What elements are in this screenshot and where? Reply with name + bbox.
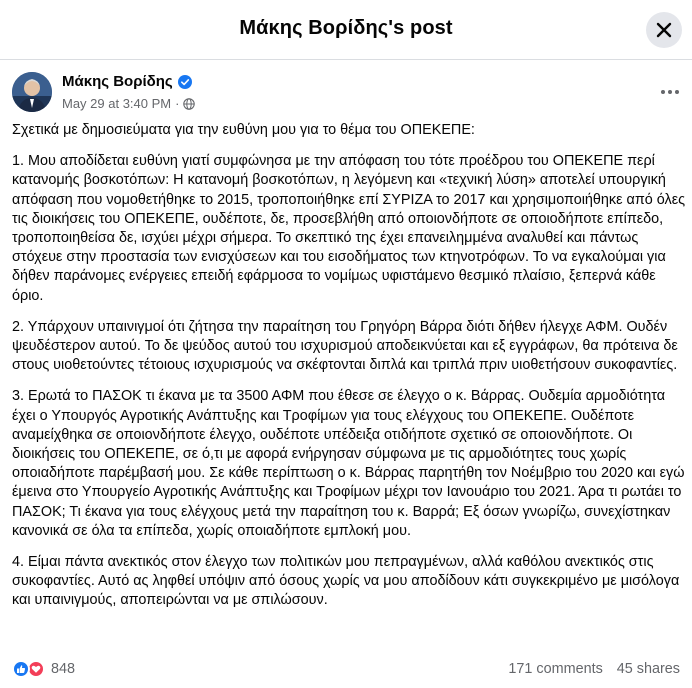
reactions-summary[interactable] bbox=[12, 660, 75, 678]
post-timestamp[interactable]: May 29 at 3:40 PM bbox=[62, 96, 172, 111]
more-options-button[interactable] bbox=[654, 76, 686, 108]
post-header bbox=[0, 60, 692, 120]
post-paragraph: 4. Είμαι πάντα ανεκτικός στον έλεγχο των πολιτικών μου πεπραγμένων, αλλά καθόλου ανεκτικός στις συκοφαντίες. Αυτό ας ληφθεί υπόψιν από όσους χωρίς να μου αποδίδουν κάτι συγκεκριμένο με μισόλογα και υπαινιγμούς, αποπειρώνται να με σπιλώσουν. bbox=[12, 554, 680, 609]
more-options-icon bbox=[660, 89, 680, 95]
author-name[interactable]: Μάκης Βορίδης bbox=[62, 73, 173, 90]
post-footer bbox=[0, 654, 692, 684]
close-icon bbox=[654, 20, 674, 40]
shares-count-link[interactable]: 45 shares bbox=[616, 661, 680, 677]
meta-separator: · bbox=[175, 96, 180, 111]
post-paragraph: Σχετικά με δημοσιεύματα για την ευθύνη μου για το θέμα του ΟΠΕΚΕΠΕ: bbox=[12, 122, 475, 138]
comments-count-link[interactable]: 171 comments bbox=[508, 661, 603, 677]
post-paragraph: 2. Υπάρχουν υπαινιγμοί ότι ζήτησα την παραίτηση του Γρηγόρη Βάρρα διότι δήθεν ήλεγχε ΑΦΜ. Ουδέν ψευδέστερον αυτού. Το δε ψεύδος αυτού του ισχυρισμού αποδεικνύεται και εξ εγγράφων, θα πρότεινα δε στους υιοθετούντες τέτοιους ισχυρισμούς να σκέφτονται διπλά και τριπλά πριν υιοθετήσουν συκοφαντίες. bbox=[12, 318, 678, 374]
close-button[interactable] bbox=[646, 12, 682, 48]
modal-header bbox=[0, 0, 692, 60]
avatar-image bbox=[12, 72, 52, 112]
post-body bbox=[12, 121, 688, 623]
reaction-count[interactable]: 848 bbox=[51, 661, 76, 677]
post-paragraph: 1. Μου αποδίδεται ευθύνη γιατί συμφώνησα με την απόφαση του τότε προέδρου του ΟΠΕΚΕΠΕ περί κατανομής βοσκοτόπων: Η κατανομή βοσκοτόπων, η λεγόμενη και «τεχνική λύση» αποτελεί υπουργική απόφαση που νομοθετήθηκε το 2015, τροποποιήθηκε επί ΣΥΡΙΖΑ το 2017 και χρησιμοποιήθηκε από όλες τις διοικήσεις του ΟΠΕΚΕΠΕ, ουδέποτε, δε, προσεβλήθη από οποιονδήποτε σε οποιοδήποτε επίπεδο, τροποποιηθείσα δε, ισχύει μέχρι σήμερα. Το σκεπτικό της έχει επανειλημμένα αναλυθεί και πάντως στόχευε στην προστασία των ενισχύσεων και του εισοδήματος των κτηνοτρόφων. Το να εγκαλούμαι για δήθεν παράνομες ενέργειες επειδή εφάρμοσα το νομίμως υφιστάμενο θεσμικό πλαίσιο, ξεπερνά κάθε όριο. bbox=[12, 153, 686, 304]
modal-title: Μάκης Βορίδης's post bbox=[239, 17, 453, 39]
avatar[interactable] bbox=[12, 72, 52, 112]
verified-badge-icon bbox=[178, 75, 192, 89]
like-icon bbox=[12, 660, 30, 678]
post-paragraph: 3. Ερωτά το ΠΑΣΟΚ τι έκανα με τα 3500 ΑΦΜ που έθεσε σε έλεγχο ο κ. Βάρρας. Ουδεμία αρμοδιότητα έχει ο Υπουργός Αγροτικής Ανάπτυξης και Τροφίμων για τους ελέγχους του ΟΠΕΚΕΠΕ. Ουδέποτε αναμείχθηκα σε οποιονδήποτε έλεγχο, ουδέποτε υπέδειξα οτιδήποτε σχετικό σε οποιονδήποτε. Οι διοικήσεις του ΟΠΕΚΕΠΕ, σε ό,τι με αφορά ενήργησαν σύμφωνα με τις αρμοδιότητες τους χωρίς οποιαδήποτε παρέμβασή μου. Σε κάθε περίπτωση ο κ. Βάρρας παρητήθη τον Νοέμβριο του 2020 και εγώ έμεινα στο Υπουργείο Αγροτικής Ανάπτυξης και Τροφίμων μέχρι τον Ιανουάριο του 2021. Άρα τι ρωτάει το ΠΑΣΟΚ; Τι έκανα για τους ελέγχους μετά την παραίτηση του κ. Βαρρά; Εξ όσων γνωρίζω, συνεχίστηκαν κανονικά σε όλα τα επίπεδα, χωρίς οποιαδήποτε εμπλοκή μου. bbox=[12, 388, 685, 539]
globe-icon[interactable] bbox=[183, 98, 195, 110]
